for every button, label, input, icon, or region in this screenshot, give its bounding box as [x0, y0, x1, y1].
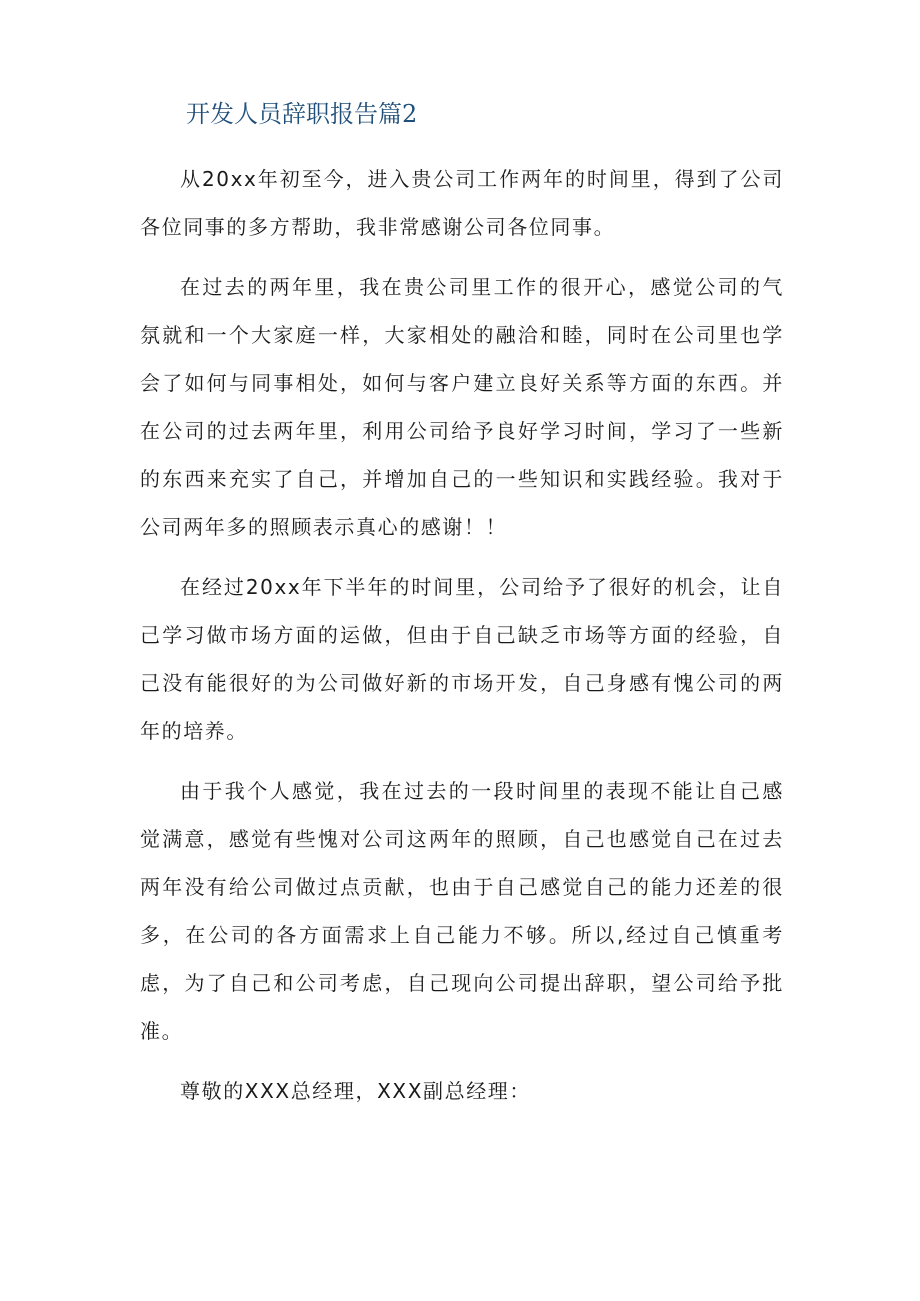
paragraph-4: 由于我个人感觉，我在过去的一段时间里的表现不能让自己感觉满意，感觉有些愧对公司这两年的照顾，自己也感觉自己在过去两年没有给公司做过点贡献，也由于自己感觉自己的能力还差的很多，在公司的各方面需求上自己能力不够。所以,经过自己慎重考虑，为了自己和公司考虑，自己现向公司提出辞职，望公司给予批准。: [140, 779, 784, 1043]
paragraph-2: 在过去的两年里，我在贵公司里工作的很开心，感觉公司的气氛就和一个大家庭一样，大家相处的融洽和睦，同时在公司里也学会了如何与同事相处，如何与客户建立良好关系等方面的东西。并在公司的过去两年里，利用公司给予良好学习时间，学习了一些新的东西来充实了自己，并增加自己的一些知识和实践经验。我对于公司两年多的照顾表示真心的感谢！！: [140, 275, 784, 539]
paragraph-3: 在经过20xx年下半年的时间里，公司给予了很好的机会，让自己学习做市场方面的运做，但由于自己缺乏市场等方面的经验，自己没有能很好的为公司做好新的市场开发，自己身感有愧公司的两年的培养。: [140, 575, 784, 743]
document-body: [140, 155, 784, 1127]
document-heading: 开发人员辞职报告篇2: [186, 100, 418, 128]
salutation: 尊敬的XXX总经理，XXX副总经理：: [180, 1079, 532, 1103]
paragraph-1: 从20xx年初至今，进入贵公司工作两年的时间里，得到了公司各位同事的多方帮助，我非常感谢公司各位同事。: [140, 167, 784, 239]
